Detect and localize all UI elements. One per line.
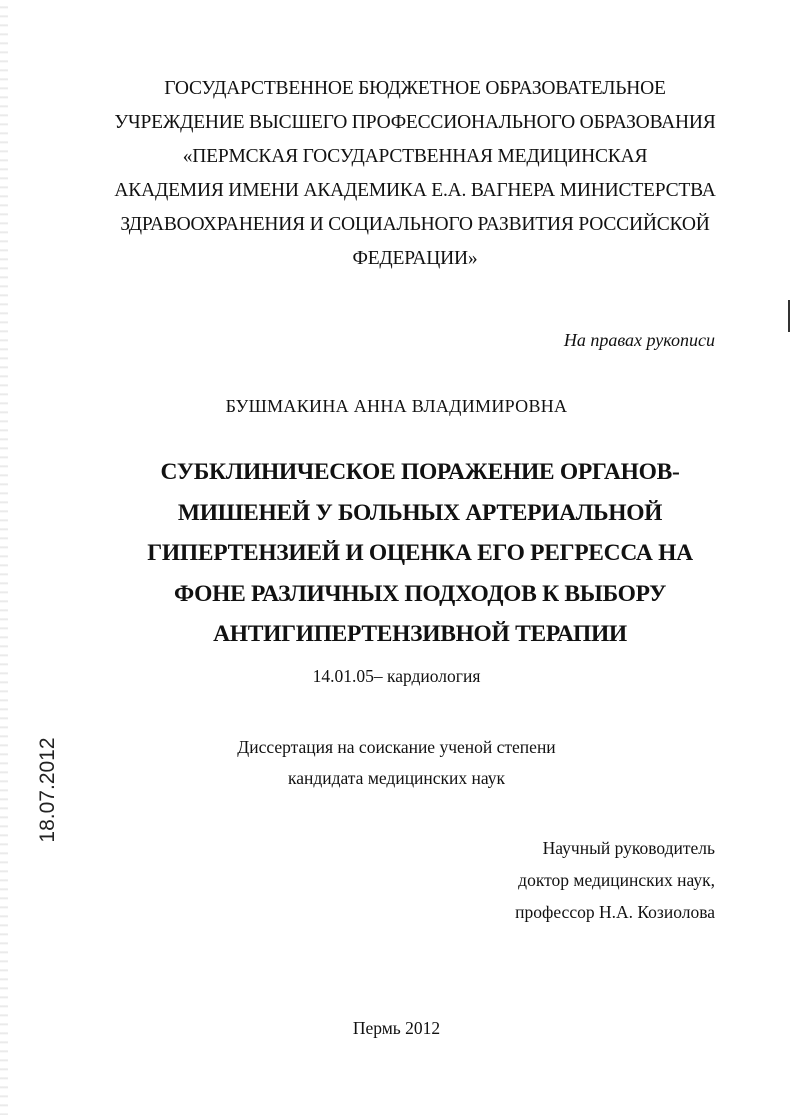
header-line: ФЕДЕРАЦИИ» — [352, 248, 478, 269]
specialty-code: 14.01.05– кардиология — [312, 666, 481, 686]
header-line: ЗДРАВООХРАНЕНИЯ И СОЦИАЛЬНОГО РАЗВИТИЯ РОССИЙСКОЙ — [120, 214, 710, 235]
degree-statement — [0, 732, 793, 794]
title-line: СУБКЛИНИЧЕСКОЕ ПОРАЖЕНИЕ ОРГАНОВ- — [160, 459, 680, 485]
degree-line: Диссертация на соискание ученой степени — [237, 737, 556, 757]
title-line: ФОНЕ РАЗЛИЧНЫХ ПОДХОДОВ К ВЫБОРУ — [173, 580, 667, 607]
supervisor-block — [515, 832, 715, 928]
title-line: МИШЕНЕЙ У БОЛЬНЫХ АРТЕРИАЛЬНОЙ — [177, 499, 663, 526]
title-line: АНТИГИПЕРТЕНЗИВНОЙ ТЕРАПИИ — [213, 621, 627, 647]
author-name: БУШМАКИНА АННА ВЛАДИМИРОВНА — [225, 396, 568, 416]
dissertation-title — [100, 452, 740, 655]
scan-mark — [788, 300, 790, 332]
degree-line: кандидата медицинских наук — [287, 768, 506, 788]
header-line: АКАДЕМИЯ ИМЕНИ АКАДЕМИКА Е.А. ВАГНЕРА МИНИСТЕРСТВА — [114, 180, 716, 201]
manuscript-note: На правах рукописи — [563, 330, 715, 350]
header-line: ГОСУДАРСТВЕННОЕ БЮДЖЕТНОЕ ОБРАЗОВАТЕЛЬНОЕ — [164, 78, 666, 99]
title-line: ГИПЕРТЕНЗИЕЙ И ОЦЕНКА ЕГО РЕГРЕССА НА — [147, 540, 693, 566]
institution-header — [90, 72, 740, 276]
supervisor-line: доктор медицинских наук, — [518, 870, 715, 890]
supervisor-line: Научный руководитель — [542, 838, 715, 858]
library-stamp-date: 18.07.2012 — [36, 737, 59, 843]
supervisor-line: профессор Н.А. Козиолова — [515, 902, 715, 922]
header-line: «ПЕРМСКАЯ ГОСУДАРСТВЕННАЯ МЕДИЦИНСКАЯ — [182, 146, 648, 167]
scan-edge-artifact — [0, 0, 8, 1115]
city-year: Пермь 2012 — [352, 1018, 441, 1038]
header-line: УЧРЕЖДЕНИЕ ВЫСШЕГО ПРОФЕССИОНАЛЬНОГО ОБРАЗОВАНИЯ — [114, 112, 716, 133]
